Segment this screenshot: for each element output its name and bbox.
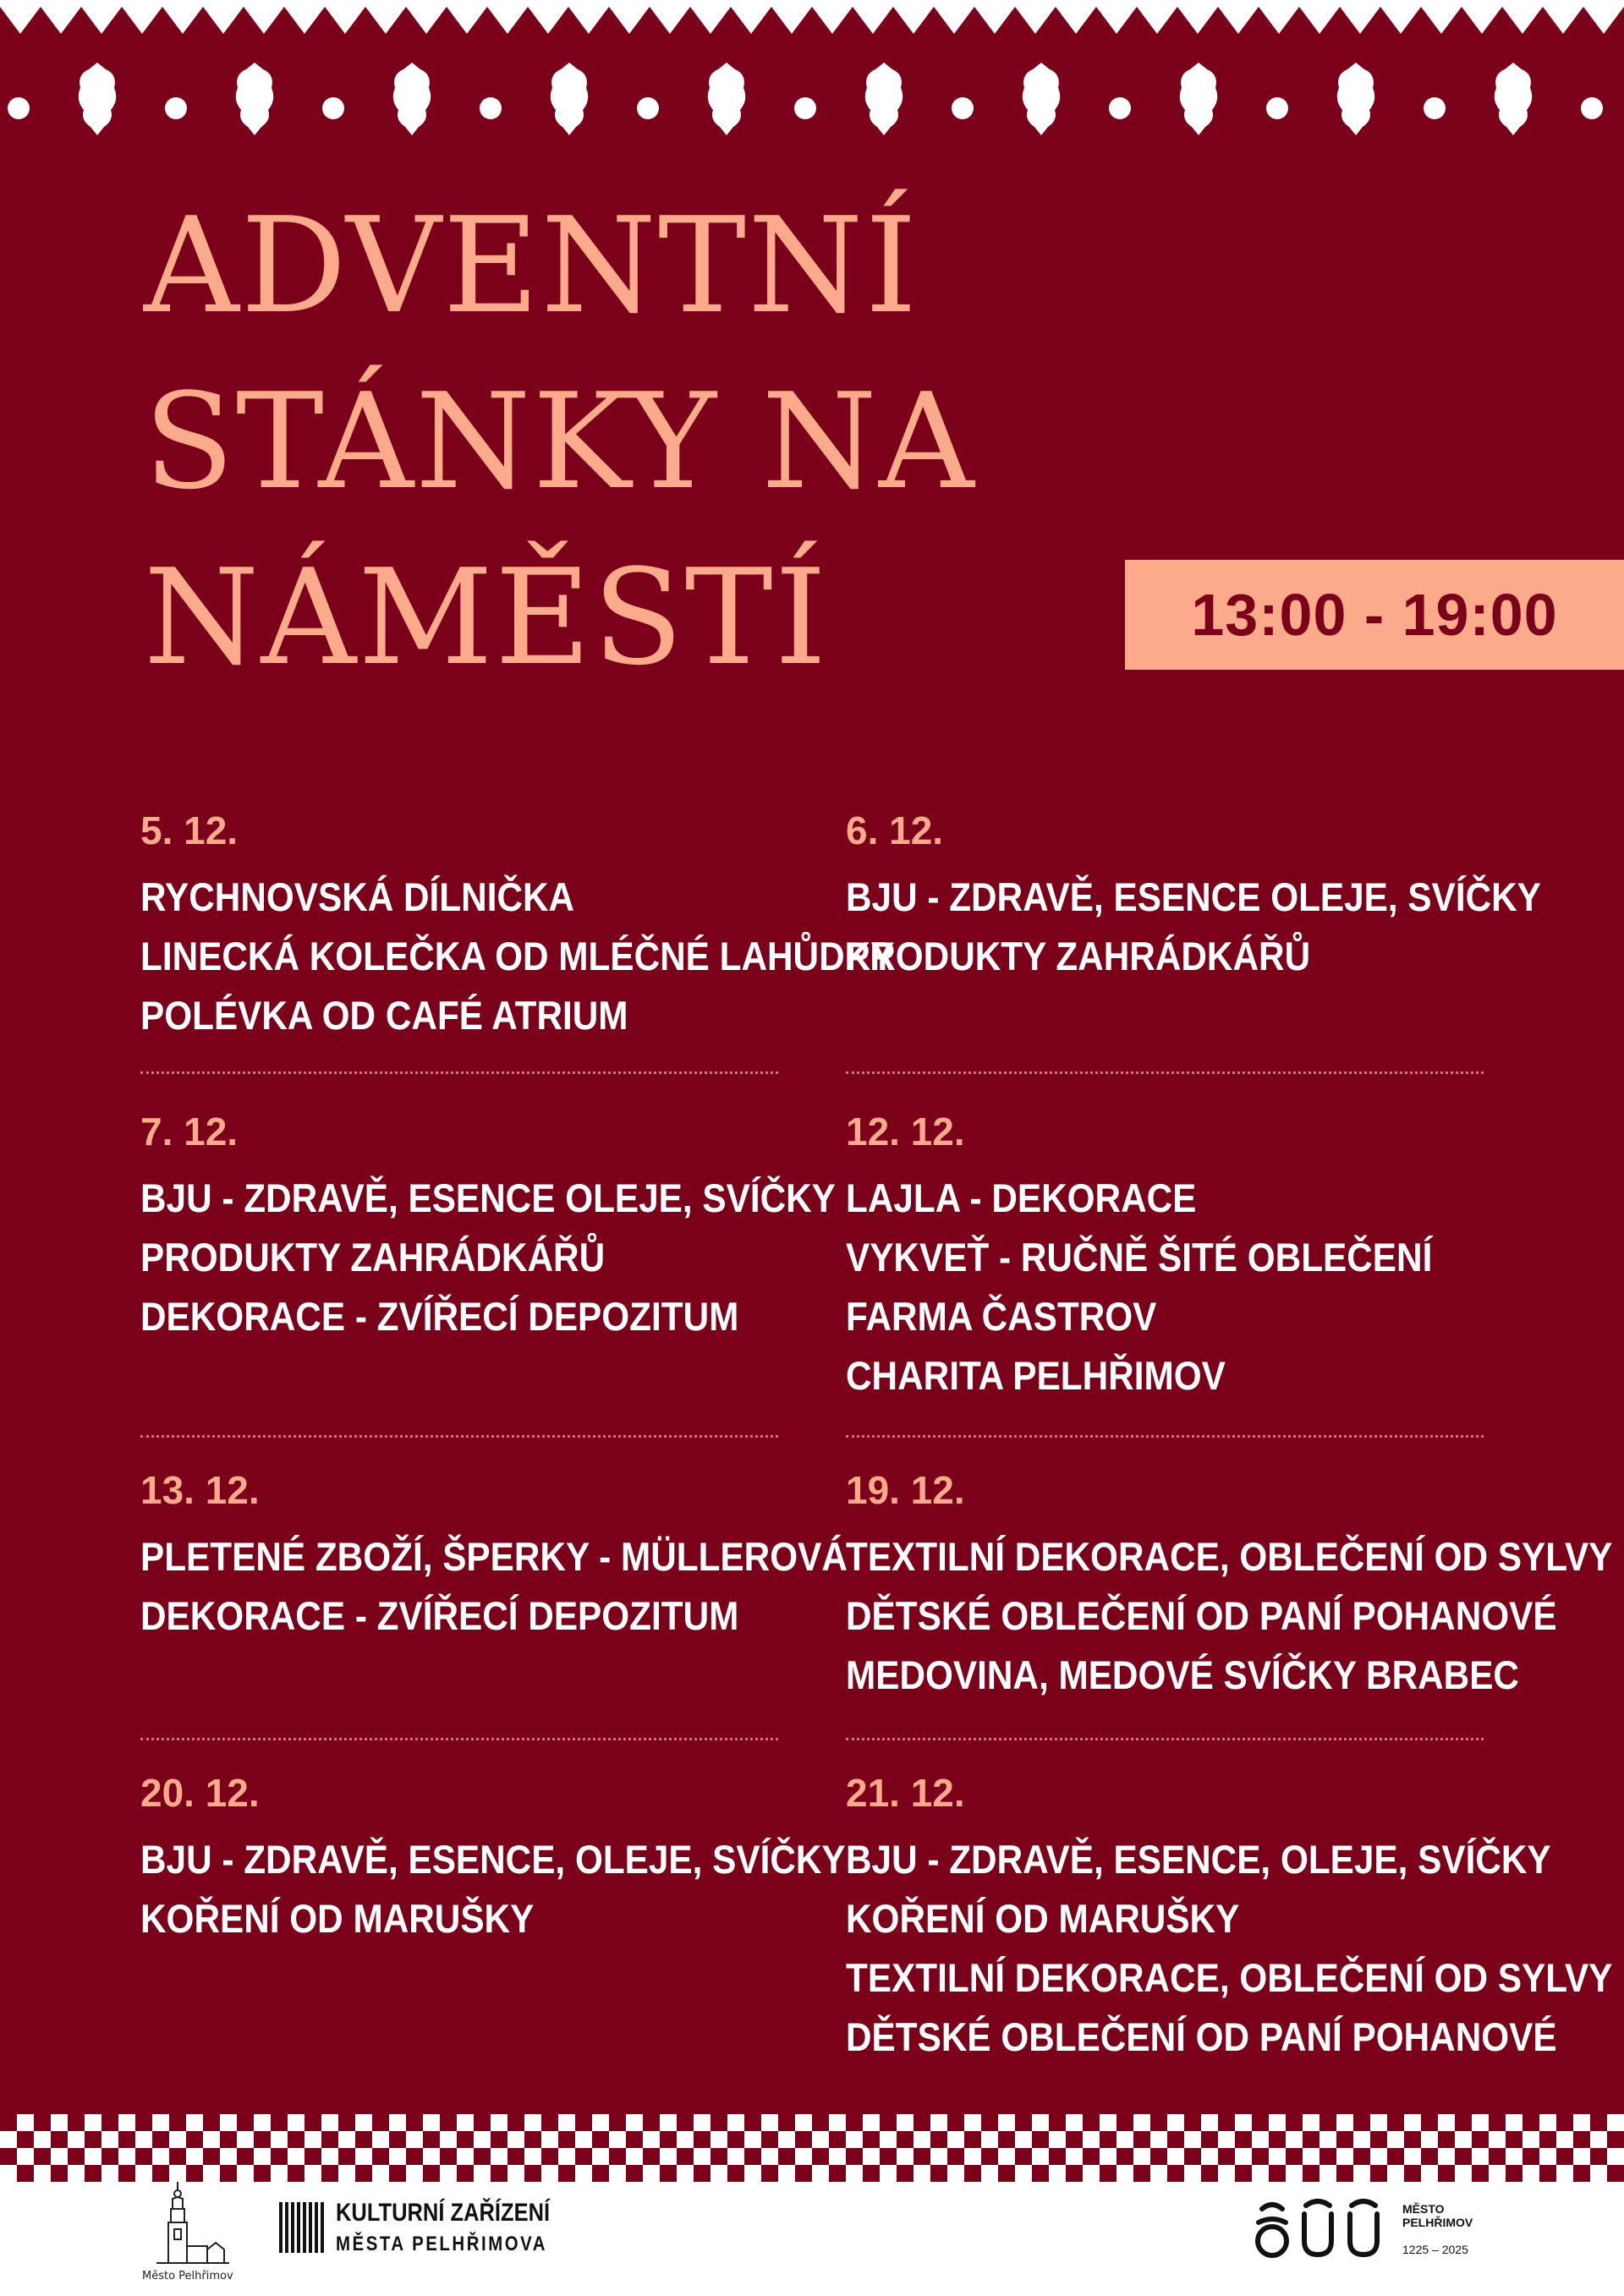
anniversary-800-logo	[1252, 2197, 1396, 2260]
vendor-list	[846, 1527, 1613, 1705]
vendor-list	[846, 1830, 1613, 2067]
vendor-item: PRODUKTY ZAHRÁDKÁŘŮ	[846, 934, 1311, 978]
opening-hours-badge	[1125, 560, 1624, 670]
vendor-list	[846, 868, 1541, 986]
vendor-item: MEDOVINA, MEDOVÉ SVÍČKY BRABEC	[846, 1652, 1519, 1697]
city-logo-years: 1225 – 2025	[1402, 2243, 1468, 2256]
vendor-item: BJU - ZDRAVĚ, ESENCE OLEJE, SVÍČKY	[846, 874, 1541, 919]
schedule-day	[140, 1106, 836, 1346]
vendor-item: BJU - ZDRAVĚ, ESENCE, OLEJE, SVÍČKY	[846, 1837, 1551, 1882]
day-date: 5. 12.	[140, 808, 239, 852]
church-tower-logo	[148, 2178, 233, 2280]
city-name-line-2: PELHŘIMOV	[1402, 2216, 1473, 2229]
row-divider	[846, 1738, 1484, 1740]
vendor-item: DEKORACE - ZVÍŘECÍ DEPOZITUM	[140, 1593, 739, 1638]
vendor-item: DĚTSKÉ OBLEČENÍ OD PANÍ POHANOVÉ	[846, 1593, 1557, 1638]
vendor-item: BJU - ZDRAVĚ, ESENCE, OLEJE, SVÍČKY	[140, 1837, 846, 1882]
vendor-item: LAJLA - DEKORACE	[846, 1175, 1197, 1220]
kz-logo-line-1: KULTURNÍ ZAŘÍZENÍ	[336, 2199, 551, 2227]
vendor-item: TEXTILNÍ DEKORACE, OBLEČENÍ OD SYLVY	[846, 1955, 1613, 2000]
vendor-item: LINECKÁ KOLEČKA OD MLÉČNÉ LAHŮDKY	[140, 934, 895, 978]
barcode-icon	[279, 2202, 325, 2253]
city-name-line-1: MĚSTO	[1402, 2202, 1445, 2216]
vendor-item: RYCHNOVSKÁ DÍLNIČKA	[140, 874, 575, 919]
title-line-3: NÁMĚSTÍ	[144, 540, 829, 694]
schedule-day	[846, 1465, 1613, 1705]
schedule-day	[140, 1465, 848, 1646]
vendor-item: KOŘENÍ OD MARUŠKY	[140, 1896, 535, 1941]
kz-logo-line-2: MĚSTA PELHŘIMOVA	[336, 2233, 548, 2255]
vendor-item: VYKVEŤ - RUČNĚ ŠITÉ OBLEČENÍ	[846, 1235, 1433, 1280]
vendor-list	[140, 868, 895, 1045]
vendor-item: CHARITA PELHŘIMOV	[846, 1353, 1226, 1398]
vendor-item: BJU - ZDRAVĚ, ESENCE OLEJE, SVÍČKY	[140, 1175, 836, 1220]
row-divider	[846, 1435, 1484, 1438]
row-divider	[846, 1071, 1484, 1074]
row-divider	[140, 1435, 778, 1438]
poster-title	[144, 178, 1159, 705]
vendor-item: DEKORACE - ZVÍŘECÍ DEPOZITUM	[140, 1294, 739, 1339]
schedule-day	[846, 805, 1541, 986]
vendor-item: TEXTILNÍ DEKORACE, OBLEČENÍ OD SYLVY	[846, 1534, 1613, 1579]
day-date: 12. 12.	[846, 1110, 965, 1153]
row-divider	[140, 1071, 778, 1074]
opening-hours-text: 13:00 - 19:00	[1191, 582, 1558, 648]
vendor-list	[140, 1830, 846, 1948]
day-date: 20. 12.	[140, 1771, 260, 1815]
schedule-day	[846, 1767, 1613, 2067]
vendor-item: FARMA ČASTROV	[846, 1294, 1157, 1339]
schedule-day	[846, 1106, 1506, 1406]
city-logo-text	[1402, 2202, 1473, 2229]
day-date: 6. 12.	[846, 808, 944, 852]
title-line-1: ADVENTNÍ	[144, 189, 919, 342]
vendor-item: PLETENÉ ZBOŽÍ, ŠPERKY - MÜLLEROVÁ	[140, 1534, 848, 1579]
day-date: 13. 12.	[140, 1468, 260, 1512]
day-date: 7. 12.	[140, 1110, 239, 1153]
vendor-list	[140, 1527, 848, 1646]
vendor-item: DĚTSKÉ OBLEČENÍ OD PANÍ POHANOVÉ	[846, 2014, 1557, 2059]
schedule-day	[140, 1767, 846, 1948]
vendor-item: KOŘENÍ OD MARUŠKY	[846, 1896, 1240, 1941]
title-line-2: STÁNKY NA	[144, 364, 976, 518]
checkered-border	[0, 2114, 1624, 2182]
vendor-item: POLÉVKA OD CAFÉ ATRIUM	[140, 993, 628, 1038]
vendor-list	[140, 1169, 836, 1346]
day-date: 21. 12.	[846, 1771, 965, 1815]
day-date: 19. 12.	[846, 1468, 965, 1512]
row-divider	[140, 1738, 778, 1740]
vendor-item: PRODUKTY ZAHRÁDKÁŘŮ	[140, 1235, 606, 1280]
folk-ornament-border	[0, 0, 1624, 169]
vendor-list	[846, 1169, 1506, 1406]
church-logo-caption: Město Pelhřimov	[142, 2270, 233, 2282]
